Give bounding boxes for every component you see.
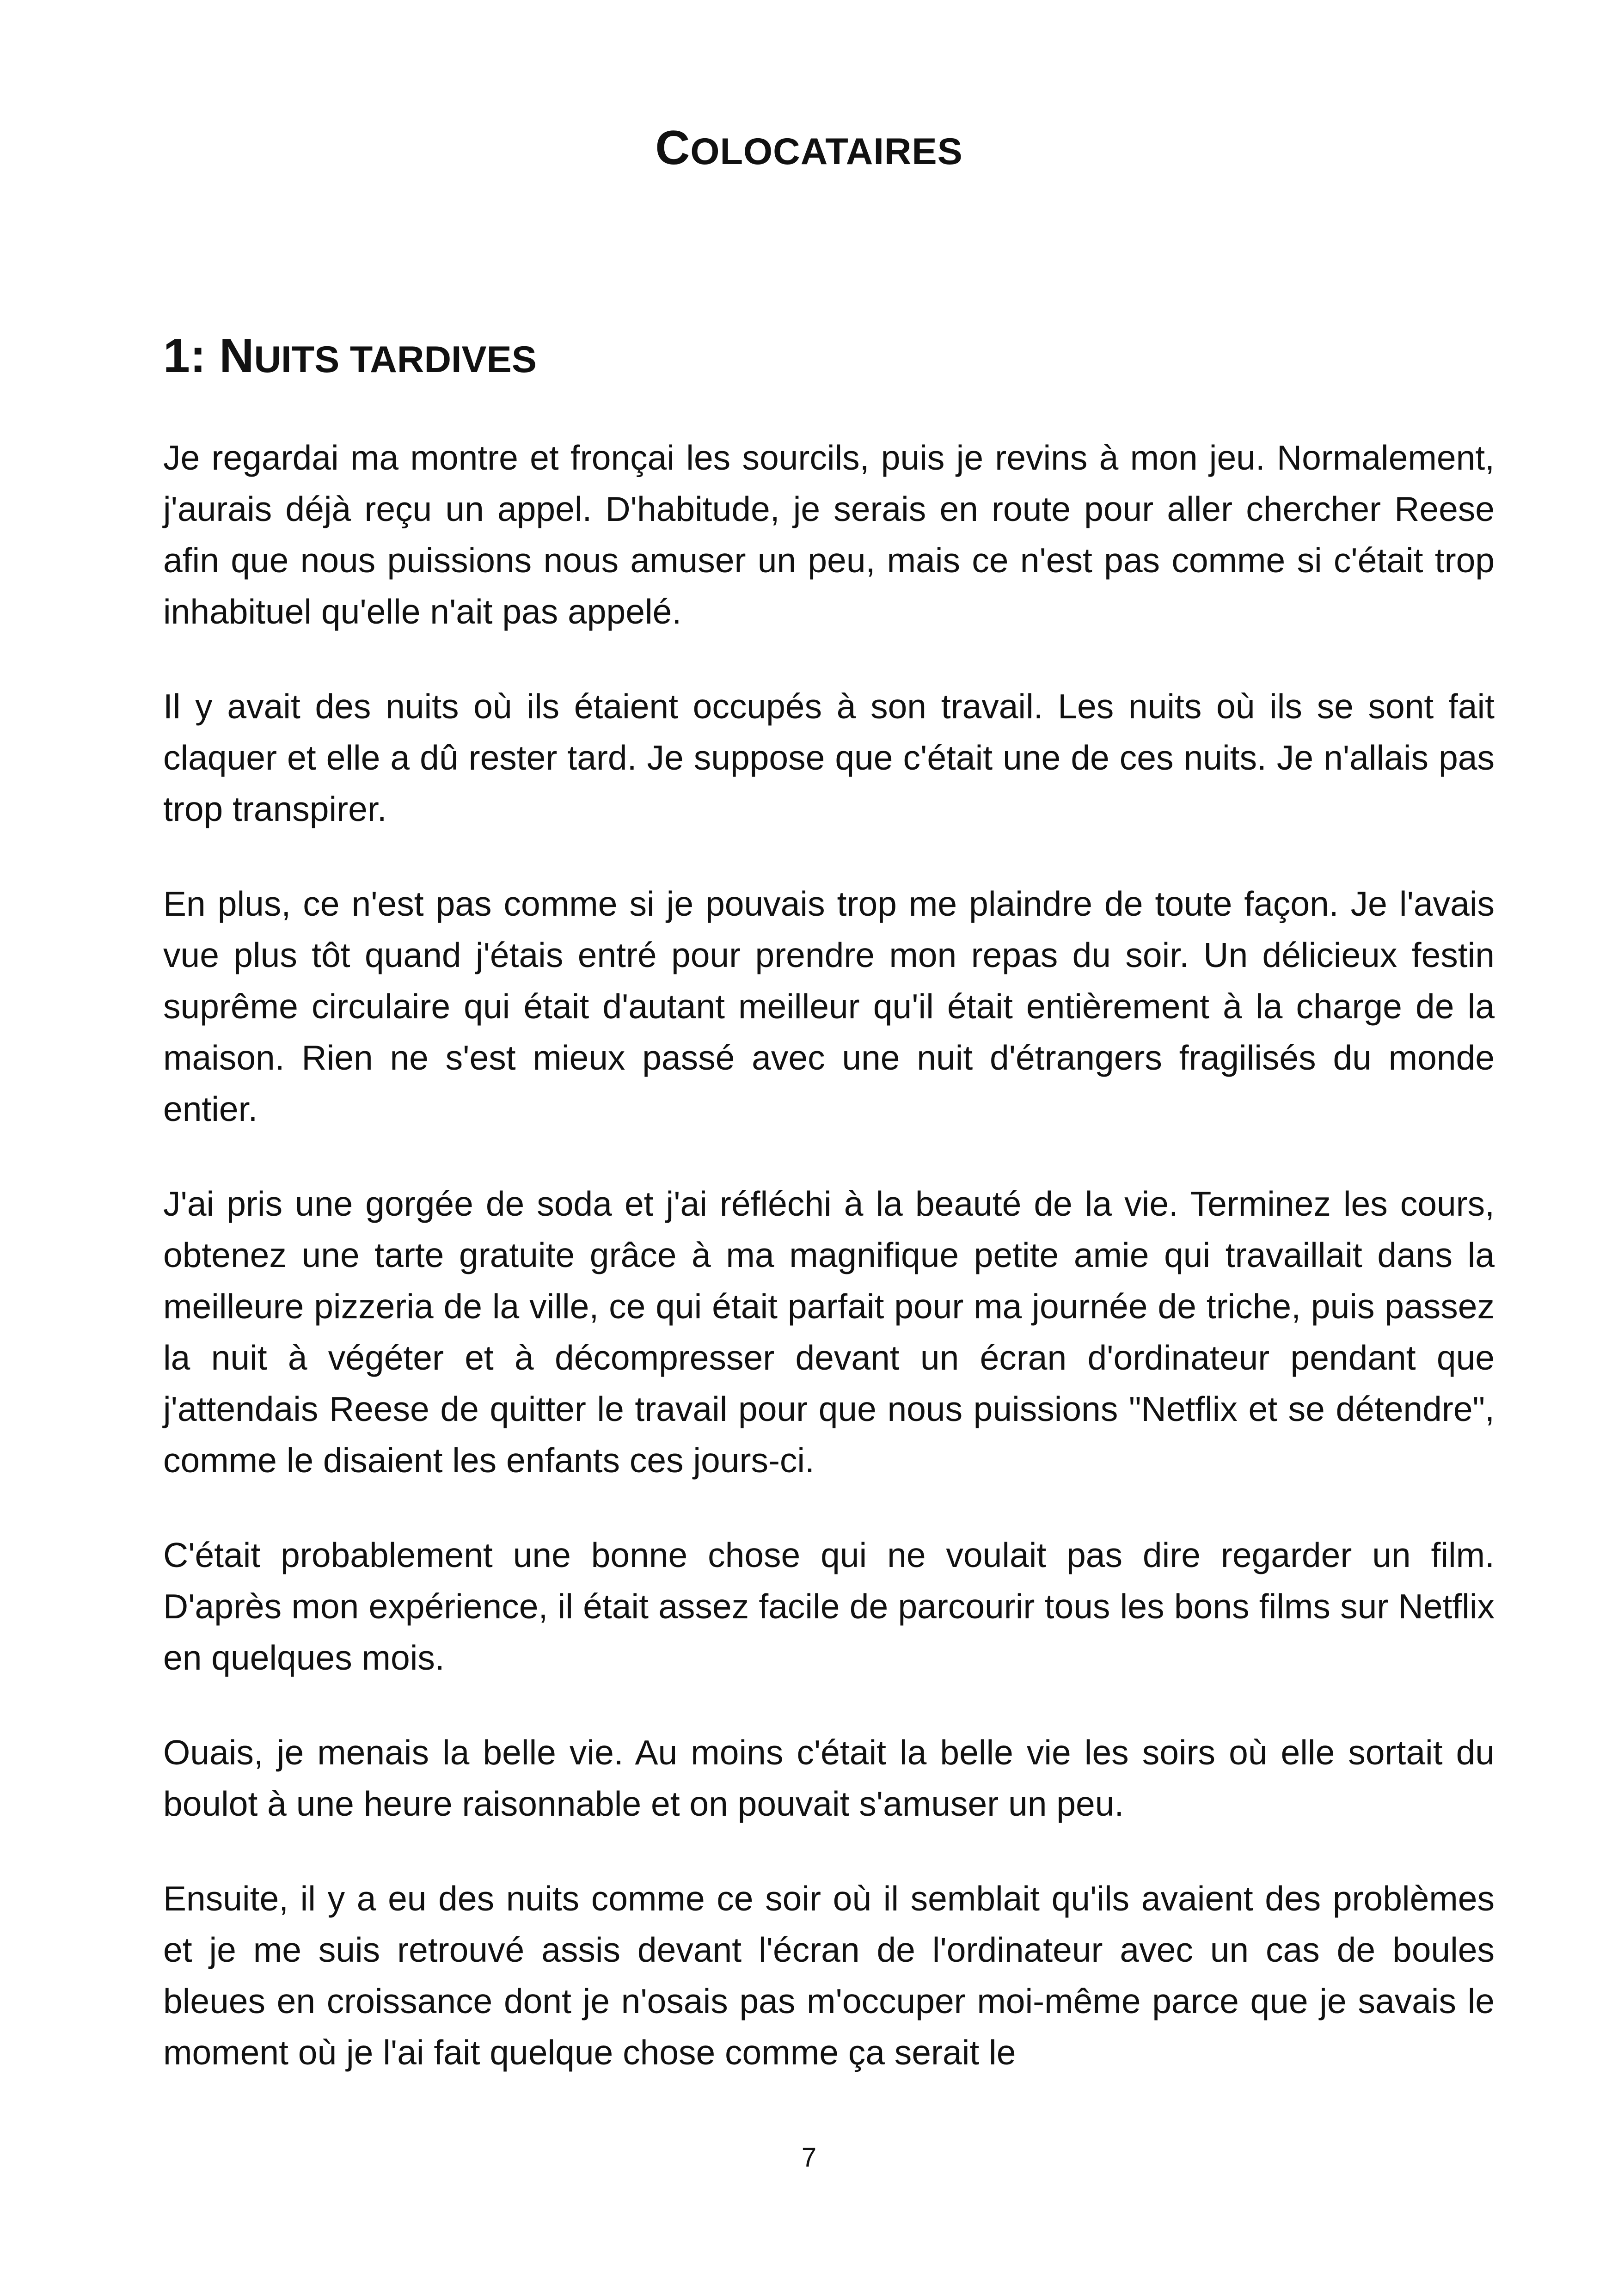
paragraph: Ouais, je menais la belle vie. Au moins c'était la belle vie les soirs où elle sortait du boulot à une heure raisonnable et on pouvait s'amuser un peu. bbox=[163, 1733, 1495, 1823]
chapter-title bbox=[163, 326, 1504, 390]
paragraph: J'ai pris une gorgée de soda et j'ai réfléchi à la beauté de la vie. Terminez les cours, obtenez une tarte gratuite grâce à ma magnifique petite amie qui travaillait dans la meilleure pizzeria de la ville, ce qui était parfait pour ma journée de triche, puis passez la nuit à végéter et à décompresser devant un écran d'ordinateur pendant que j'attendais Reese de quitter le travail pour que nous puissions "Netflix et se détendre", comme le disaient les enfants ces jours-ci. bbox=[163, 1184, 1495, 1480]
book-title-initial: C bbox=[655, 121, 691, 175]
paragraph: En plus, ce n'est pas comme si je pouvais trop me plaindre de toute façon. Je l'avais vue plus tôt quand j'étais entré pour prendre mon repas du soir. Un délicieux festin suprême circulaire qui était d'autant meilleur qu'il était entièrement à la charge de la maison. Rien ne s'est mieux passé avec une nuit d'étrangers fragilisés du monde entier. bbox=[163, 884, 1495, 1128]
body-text bbox=[163, 432, 1495, 2122]
book-title-rest: OLOCATAIRES bbox=[690, 131, 963, 172]
paragraph: C'était probablement une bonne chose qui ne voulait pas dire regarder un film. D'après mon expérience, il était assez facile de parcourir tous les bons films sur Netflix en quelques mois. bbox=[163, 1536, 1495, 1677]
chapter-title-rest: UITS TARDIVES bbox=[254, 339, 537, 380]
book-title bbox=[0, 118, 1618, 182]
chapter-title-prefix: 1: N bbox=[163, 329, 254, 383]
page-number: 7 bbox=[801, 2143, 817, 2173]
paragraph: Je regardai ma montre et fronçai les sourcils, puis je revins à mon jeu. Normalement, j'aurais déjà reçu un appel. D'habitude, je serais en route pour aller chercher Reese afin que nous puissions nous amuser un peu, mais ce n'est pas comme si c'était trop inhabituel qu'elle n'ait pas appelé. bbox=[163, 438, 1495, 631]
paragraph: Il y avait des nuits où ils étaient occupés à son travail. Les nuits où ils se sont fait claquer et elle a dû rester tard. Je suppose que c'était une de ces nuits. Je n'allais pas trop transpirer. bbox=[163, 687, 1495, 828]
paragraph: Ensuite, il y a eu des nuits comme ce soir où il semblait qu'ils avaient des problèmes et je me suis retrouvé assis devant l'écran de l'ordinateur avec un cas de boules bleues en croissance dont je n'osais pas m'occuper moi-même parce que je savais le moment où je l'ai fait quelque chose comme ça serait le bbox=[163, 1879, 1495, 2072]
